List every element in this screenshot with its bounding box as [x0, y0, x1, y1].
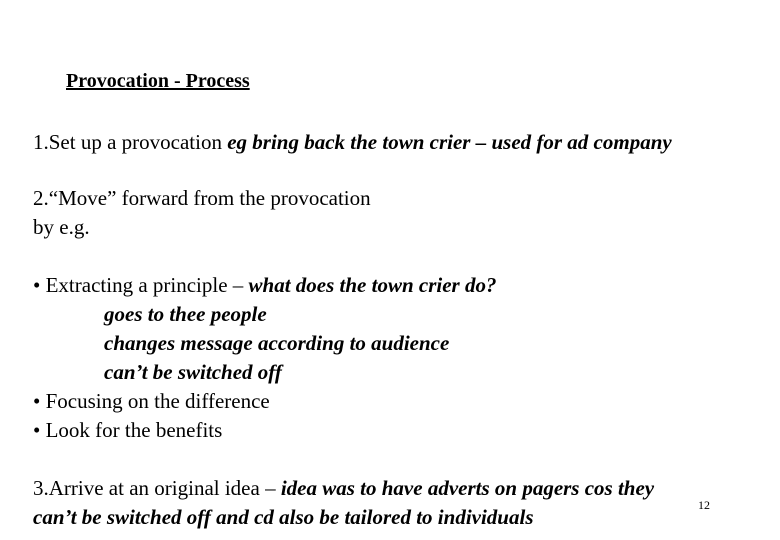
step-2-line-1: 2.“Move” forward from the provocation — [33, 186, 371, 210]
step-3-line-1 — [33, 474, 654, 503]
bullet-1-text: • Extracting a principle – — [33, 273, 249, 297]
step-1-text: 1.Set up a provocation — [33, 130, 228, 154]
bullet-1-emphasis: what does the town crier do? — [248, 273, 497, 297]
step-1 — [33, 128, 672, 157]
step-3-line-2: can’t be switched off and cd also be tailored to individuals — [33, 505, 534, 529]
page-number: 12 — [698, 498, 710, 512]
sub-bullet-2 — [33, 329, 449, 358]
bullet-focusing-difference: • Focusing on the difference — [33, 389, 270, 413]
step-2-line-2: by e.g. — [33, 215, 90, 239]
sub-bullet-2-text: changes message according to audience — [104, 331, 450, 355]
sub-bullet-3 — [33, 358, 282, 387]
bullet-look-benefits: • Look for the benefits — [33, 418, 223, 442]
step-3-text: 3.Arrive at an original idea – — [33, 476, 281, 500]
slide-title: Provocation - Process — [66, 70, 250, 92]
sub-bullet-3-text: can’t be switched off — [104, 360, 282, 384]
step-1-emphasis: eg bring back the town crier – used for ad company — [227, 130, 672, 154]
sub-bullet-1-text: goes to thee people — [104, 302, 267, 326]
step-3-emphasis-1: idea was to have adverts on pagers cos they — [280, 476, 655, 500]
sub-bullet-1 — [33, 300, 267, 329]
bullet-extracting-principle — [33, 271, 496, 300]
